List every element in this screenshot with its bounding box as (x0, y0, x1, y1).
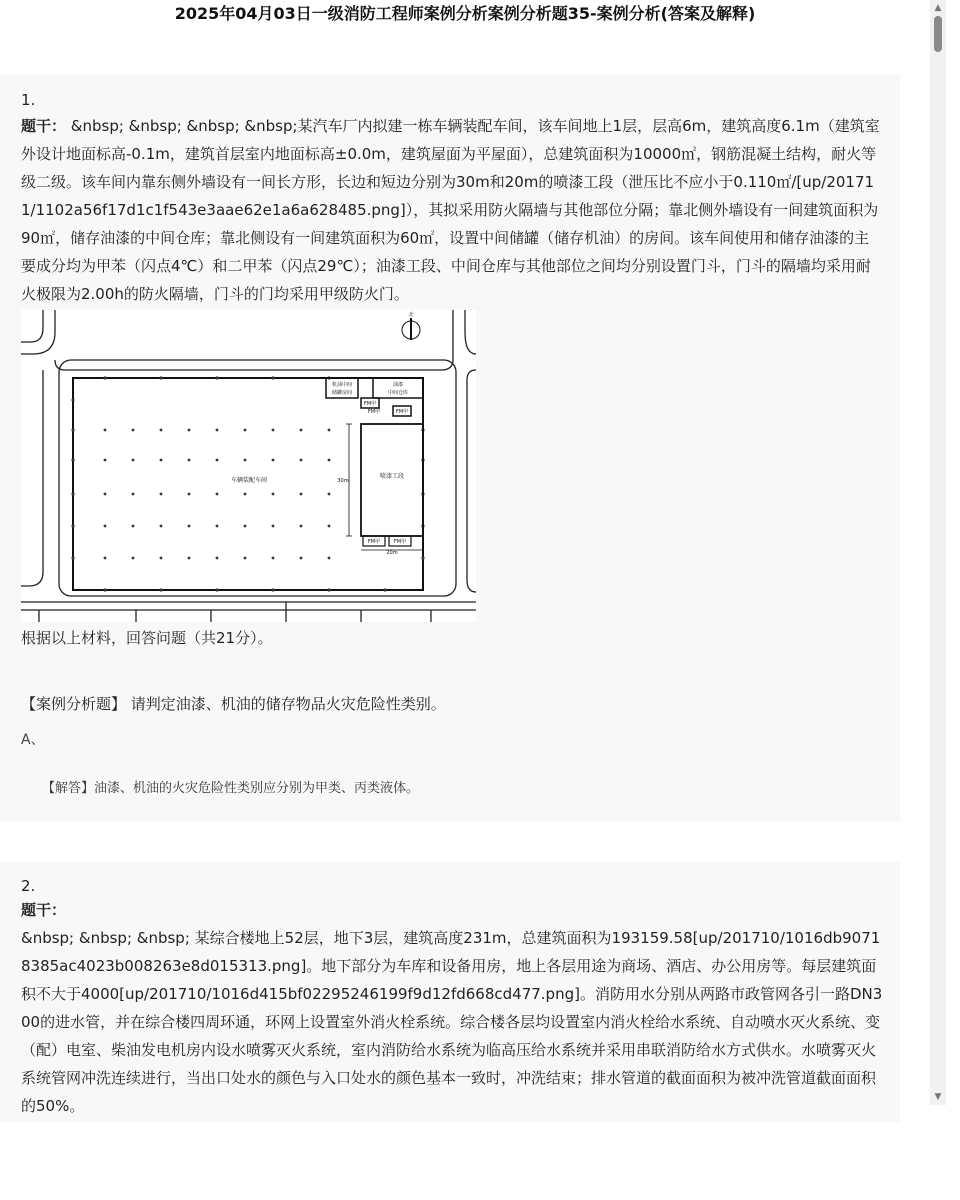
room-label-paint-store-1: 油漆 (392, 382, 404, 388)
question-stem: &nbsp; &nbsp; &nbsp; 某综合楼地上52层，地下3层，建筑高度231m，总建筑面积为193159.58[up/201710/1016db90718385ac4023b008263e8d015313.png]。地下部分为车库和设备用房，地上各层用途为商场、酒店、办公用房等。每层建筑面积不大于4000[up/201710/1016d415bf02295246199f9d12fd668cd477.png]。消防用水分别从两路市政管网各引一路DN300的进水管，并在综合楼四周环通，环网上设置室外消火栓系统。综合楼各层均设置室内消火栓给水系统、自动喷水灭火系统、变（配）电室、柴油发电机房内设水喷雾灭火系统，室内消防给水系统为临高压给水系统并采用串联消防给水方式供水。水喷雾灭火系统管网冲洗连续进行，当出口处水的颜色与入口处水的颜色基本一致时，冲洗结束；排水管道的截面面积为被冲洗管道截面面积的50%。 (21, 929, 883, 1115)
door-label-fm-5: FM甲 (393, 539, 407, 545)
room-label-paint-store-2: 中间仓库 (387, 390, 409, 396)
floor-plan-figure (21, 310, 476, 622)
stem-label: 题干： (21, 901, 67, 919)
stem-label: 题干： (21, 117, 67, 135)
door-label-fm-2: FM甲 (367, 409, 381, 415)
answer-option-a: A、 (21, 732, 45, 748)
north-label: 北 (408, 312, 414, 318)
question-stem (21, 112, 883, 308)
question-card-1 (0, 74, 900, 822)
triangle-down-icon[interactable]: ▼ (934, 1092, 942, 1102)
dim-label-short: 20m (386, 550, 398, 556)
door-label-fm-4: FM甲 (367, 539, 381, 545)
triangle-up-icon[interactable]: ▲ (934, 3, 942, 13)
question-prompt: 根据以上材料，回答问题（共21分）。 (21, 629, 273, 647)
door-label-fm-1: FM甲 (363, 401, 377, 407)
room-label-oil-tank-1: 机油中间 (331, 382, 353, 388)
vertical-scrollbar[interactable] (930, 0, 946, 1105)
case-question: 【案例分析题】 请判定油漆、机油的储存物品火灾危险性类别。 (21, 695, 446, 713)
question-number: 1. (21, 91, 36, 109)
question-number: 2. (21, 877, 36, 895)
paint-section-label: 喷漆工段 (379, 473, 405, 480)
north-arrow-icon (402, 311, 420, 340)
room-label-oil-tank-2: 储罐房间 (331, 390, 353, 396)
page-title: 2025年04月03日一级消防工程师案例分析案例分析题35-案例分析(答案及解释) (174, 4, 756, 23)
question-card-2 (0, 862, 900, 1122)
scrollbar-thumb[interactable] (934, 16, 942, 52)
dim-label-long: 30m (337, 478, 349, 484)
content-viewport[interactable] (0, 30, 930, 1115)
stem-text: &nbsp; &nbsp; &nbsp; &nbsp;某汽车厂内拟建一栋车辆装配车间，该车间地上1层，层高6m，建筑高度6.1m（建筑室外设计地面标高-0.1m，建筑首层室内地面标高±0.0m，建筑屋面为平屋面），总建筑面积为10000㎡，钢筋混凝土结构，耐火等级二级。该车间内靠东侧外墙设有一间长方形，长边和短边分别为30m和20m的喷漆工段（泄压比不应小于0.110㎡/[up/201711/1102a56f17d1c1f543e3aae62e1a6a628485.png]），其拟采用防火隔墙与其他部位分隔；靠北侧外墙设有一间建筑面积为90㎡，储存油漆的中间仓库；靠北侧设有一间建筑面积为60㎡，设置中间储罐（储存机油）的房间。该车间使用和储存油漆的主要成分均为甲苯（闪点4℃）和二甲苯（闪点29℃）；油漆工段、中间仓库与其他部位之间均分别设置门斗，门斗的隔墙均采用耐火极限为2.00h的防火隔墙，门斗的门均采用甲级防火门。 (21, 117, 880, 303)
door-label-fm-3: FM甲 (395, 409, 409, 415)
answer-explanation: 【解答】油漆、机油的火灾危险性类别应分别为甲类、丙类液体。 (42, 781, 420, 796)
main-hall-label: 车辆装配车间 (230, 477, 268, 484)
